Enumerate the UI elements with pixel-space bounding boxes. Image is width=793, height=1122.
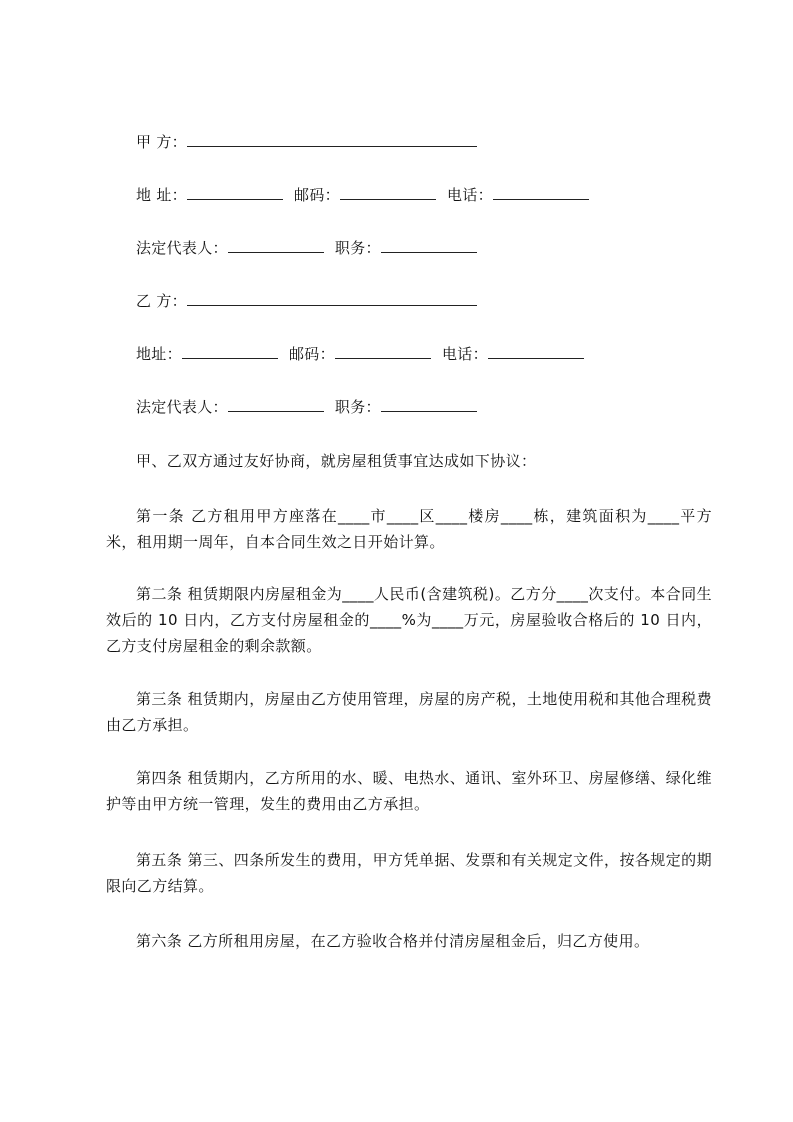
party-a-name-blank[interactable]	[187, 132, 477, 147]
party-a-label: 甲 方：	[136, 133, 187, 151]
party-b-postcode-label: 邮码：	[288, 345, 335, 363]
party-a-name-line	[136, 132, 477, 152]
party-a-postcode-blank[interactable]	[340, 185, 436, 200]
party-a-address-label: 地 址：	[136, 186, 187, 204]
party-b-position-label: 职务：	[334, 398, 381, 416]
clause-3: 第三条 租赁期内，房屋由乙方使用管理，房屋的房产税，土地使用税和其他合理税费由乙方承担。	[106, 690, 712, 734]
party-a-address-blank[interactable]	[187, 185, 283, 200]
party-b-address-label: 地址：	[136, 345, 182, 363]
party-a-position-blank[interactable]	[381, 238, 477, 253]
party-a-position-label: 职务：	[334, 239, 381, 257]
party-b-label: 乙 方：	[136, 292, 187, 310]
party-a-rep-blank[interactable]	[228, 238, 324, 253]
party-b-position-blank[interactable]	[381, 397, 477, 412]
party-b-rep-label: 法定代表人：	[136, 398, 228, 416]
party-b-postcode-blank[interactable]	[335, 344, 431, 359]
party-b-name-blank[interactable]	[187, 291, 477, 306]
party-b-rep-blank[interactable]	[228, 397, 324, 412]
party-a-rep-label: 法定代表人：	[136, 239, 228, 257]
party-b-address-blank[interactable]	[182, 344, 278, 359]
party-a-contact-line	[136, 185, 589, 205]
party-a-phone-label: 电话：	[447, 186, 493, 204]
party-b-rep-line	[136, 397, 477, 417]
clause-2: 第二条 租赁期限内房屋租金为____人民币(含建筑税)。乙方分____次支付。本合同生效后的 10 日内，乙方支付房屋租金的____%为____万元，房屋验收合格后的 10 日内，乙方支付房屋租金的剩余款额。	[106, 585, 712, 655]
party-b-contact-line	[136, 344, 584, 364]
party-b-name-line	[136, 291, 477, 311]
party-a-postcode-label: 邮码：	[294, 186, 340, 204]
clause-1: 第一条 乙方租用甲方座落在____市____区____楼房____栋，建筑面积为____平方米，租用期一周年，自本合同生效之日开始计算。	[106, 507, 712, 551]
party-a-phone-blank[interactable]	[493, 185, 589, 200]
agreement-intro: 甲、乙双方通过友好协商，就房屋租赁事宜达成如下协议：	[136, 452, 537, 470]
clause-5: 第五条 第三、四条所发生的费用，甲方凭单据、发票和有关规定文件，按各规定的期限向乙方结算。	[106, 851, 712, 895]
clause-4: 第四条 租赁期内，乙方所用的水、暖、电热水、通讯、室外环卫、房屋修缮、绿化维护等由甲方统一管理，发生的费用由乙方承担。	[106, 769, 712, 813]
party-b-phone-blank[interactable]	[488, 344, 584, 359]
party-a-rep-line	[136, 238, 477, 258]
clause-6: 第六条 乙方所租用房屋，在乙方验收合格并付清房屋租金后，归乙方使用。	[136, 932, 650, 950]
party-b-phone-label: 电话：	[441, 345, 488, 363]
